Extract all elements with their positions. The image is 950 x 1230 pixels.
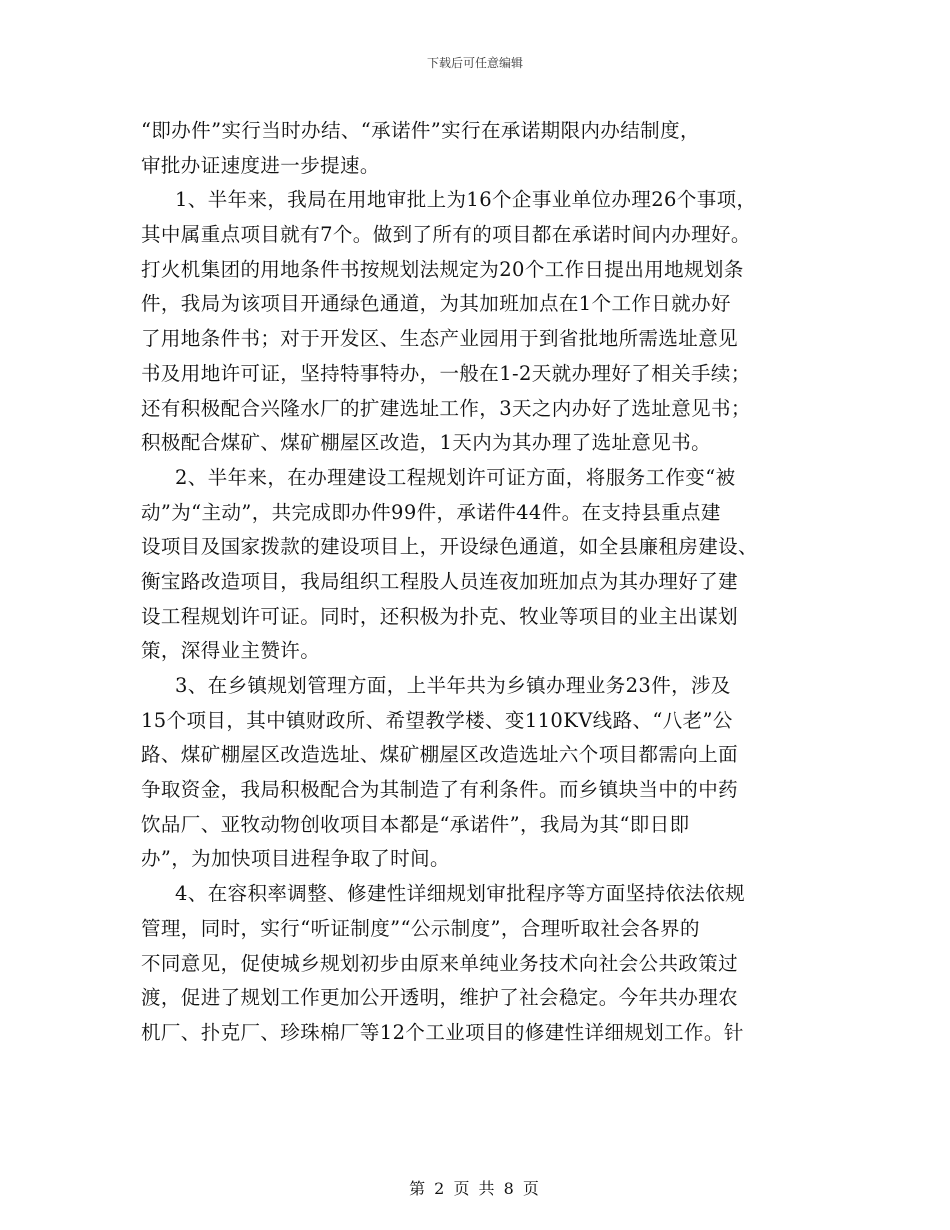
text-line: 积极配合煤矿、煤矿棚屋区改造，1天内为其办理了选址意见书。 [141, 431, 712, 455]
text-line: 管理，同时，实行“听证制度”“公示制度”，合理听取社会各界的 [141, 916, 700, 940]
text-line: 争取资金，我局积极配合为其制造了有利条件。而乡镇块当中的中药 [141, 778, 739, 802]
text-line: 策，深得业主赞许。 [141, 639, 321, 663]
text-line: 了用地条件书；对于开发区、生态产业园用于到省批地所需选址意见 [141, 327, 739, 351]
text-line: 书及用地许可证，坚持特事特办，一般在1-2天就办理好了相关手续； [141, 361, 751, 385]
text-line: 15个项目，其中镇财政所、希望教学楼、变110KV线路、“八老”公 [141, 708, 733, 732]
text-line: 不同意见，促使城乡规划初步由原来单纯业务技术向社会公共政策过 [141, 951, 739, 975]
text-line: 其中属重点项目就有7个。做到了所有的项目都在承诺时间内办理好。 [141, 223, 751, 247]
text-line: 设项目及国家拨款的建设项目上，开设绿色通道，如全县廉租房建设、 [141, 535, 758, 559]
text-line: 动”为“主动”，共完成即办件99件，承诺件44件。在支持县重点建 [141, 500, 721, 524]
page-footer: 第 2 页 共 8 页 [409, 1179, 541, 1198]
paragraph-first-line: 4、在容积率调整、修建性详细规划审批程序等方面坚持依法依规 [175, 882, 746, 906]
text-line: 审批办证速度进一步提速。 [141, 153, 380, 177]
text-line: 办”，为加快项目进程争取了时间。 [141, 847, 450, 871]
text-line: 设工程规划许可证。同时，还积极为扑克、牧业等项目的业主出谋划 [141, 604, 739, 628]
paragraph-first-line: 3、在乡镇规划管理方面，上半年共为乡镇办理业务23件，涉及 [175, 674, 731, 697]
text-line: 路、煤矿棚屋区改造选址、煤矿棚屋区改造选址六个项目都需向上面 [141, 743, 739, 767]
text-line: 打火机集团的用地条件书按规划法规定为20个工作日提出用地规划条 [141, 257, 744, 281]
text-line: 衡宝路改造项目，我局组织工程股人员连夜加班加点为其办理好了建 [141, 569, 739, 593]
text-line: 件，我局为该项目开通绿色通道，为其加班加点在1个工作日就办好 [141, 292, 731, 316]
text-line: 渡，促进了规划工作更加公开透明，维护了社会稳定。今年共办理农 [141, 986, 739, 1010]
text-line: 饮品厂、亚牧动物创收项目本都是“承诺件”，我局为其“即日即 [141, 812, 690, 836]
text-line: 机厂、扑克厂、珍珠棉厂等12个工业项目的修建性详细规划工作。针 [141, 1020, 744, 1044]
paragraph-first-line: 2、半年来，在办理建设工程规划许可证方面，将服务工作变“被 [175, 465, 736, 489]
page-header: 下载后可任意编辑 [426, 56, 523, 70]
text-line: 还有积极配合兴隆水厂的扩建选址工作，3天之内办好了选址意见书； [141, 396, 751, 420]
document-body [141, 114, 821, 1051]
text-line: “即办件”实行当时办结、“承诺件”实行在承诺期限内办结制度， [141, 119, 700, 142]
paragraph-first-line: 1、半年来，我局在用地审批上为16个企事业单位办理26个事项， [175, 188, 757, 212]
